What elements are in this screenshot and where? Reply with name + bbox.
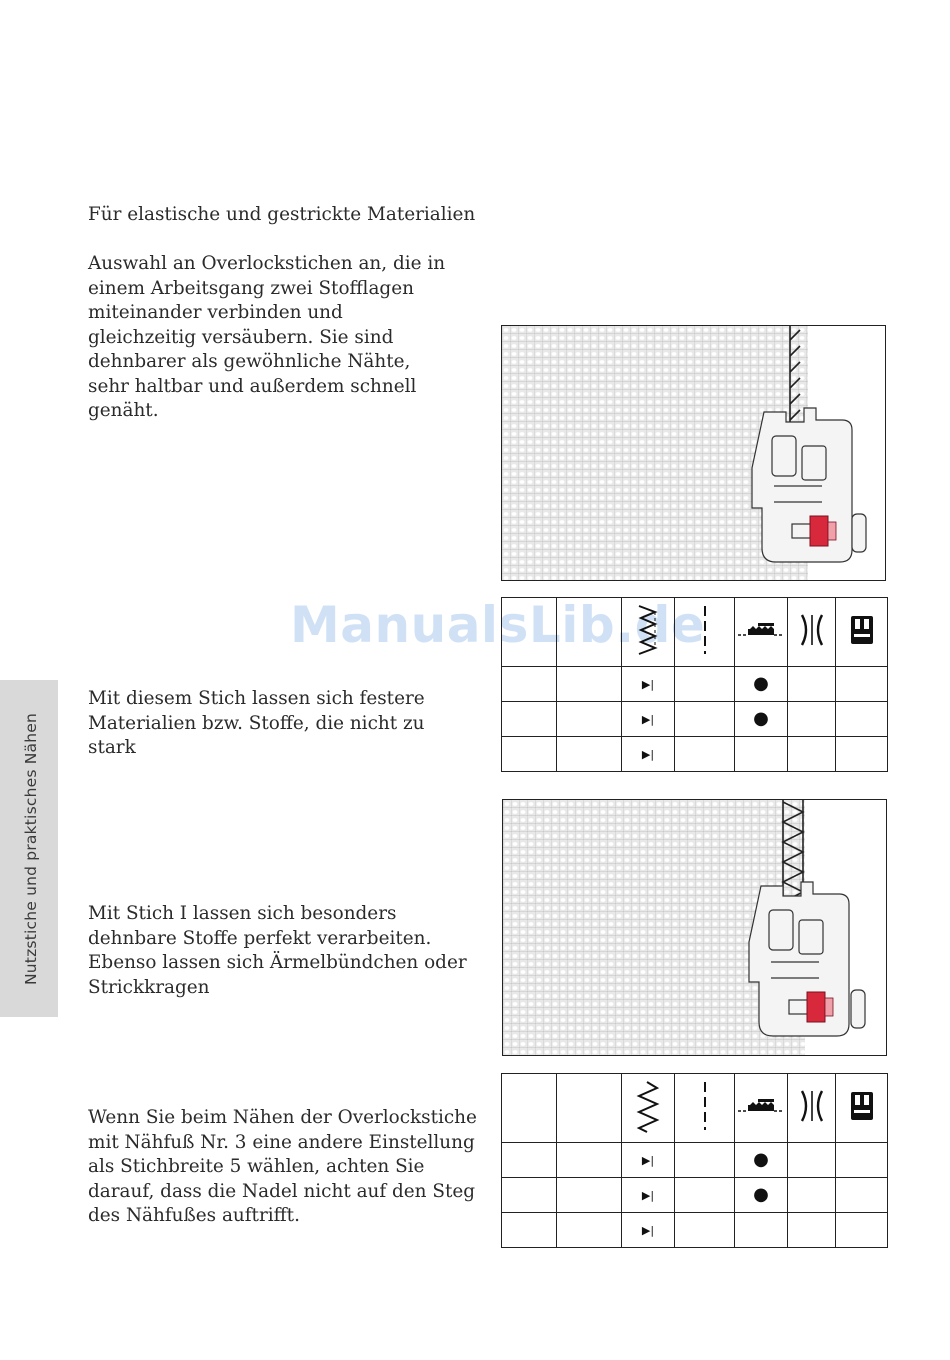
sidebar-label: Nutzstiche und praktisches Nähen xyxy=(22,712,40,986)
table-cell xyxy=(788,1213,836,1248)
table-cell xyxy=(557,1213,622,1248)
table-cell xyxy=(788,667,836,702)
table-cell xyxy=(557,1143,622,1178)
presser-foot-drawing-1 xyxy=(502,326,885,580)
dot-icon: ● xyxy=(735,1178,788,1213)
table-header-row xyxy=(502,598,888,667)
table-cell xyxy=(836,1143,888,1178)
play-end-icon: ▶| xyxy=(622,702,675,737)
overlock-illustration-2 xyxy=(502,799,887,1056)
header-blank-cell xyxy=(557,598,622,667)
table-cell xyxy=(557,702,622,737)
header-blank-cell xyxy=(557,1074,622,1143)
overlock-description: Auswahl an Overlockstichen an, die in einem Arbeitsgang zwei Stofflagen miteinander verbinden und gleichzeitig versäubern. Sie sind dehnbarer als gewöhnliche Nähte, sehr haltbar und außerdem schnell genäht. xyxy=(88,253,446,421)
play-end-icon: ▶| xyxy=(622,1213,675,1248)
table-cell xyxy=(675,1178,735,1213)
table-row xyxy=(502,1213,888,1248)
table-cell xyxy=(836,737,888,772)
table-cell xyxy=(675,702,735,737)
table-cell xyxy=(502,1213,557,1248)
table-cell xyxy=(788,702,836,737)
table-cell xyxy=(502,702,557,737)
table-cell xyxy=(675,1213,735,1248)
table-cell xyxy=(735,737,788,772)
stitch-i-text: Mit Stich I lassen sich besonders dehnbare Stoffe perfekt verarbeiten. Ebenso lassen sich Ärmelbündchen oder Strickkragen xyxy=(88,903,467,998)
stitch-width-note: Wenn Sie beim Nähen der Overlockstiche mit Nähfuß Nr. 3 eine andere Einstellung als Stichbreite 5 wählen, achten Sie darauf, dass die Nadel nicht auf den Steg des Nähfußes auftrifft. xyxy=(88,1107,477,1226)
presser-foot-icon xyxy=(836,598,888,667)
table-cell xyxy=(557,667,622,702)
table-cell xyxy=(675,737,735,772)
table-row xyxy=(502,667,888,702)
dot-icon: ● xyxy=(735,1143,788,1178)
stitch-width-icon xyxy=(788,1074,836,1143)
zigzag-overlock-stitch-icon xyxy=(622,1074,675,1143)
table-cell xyxy=(557,737,622,772)
play-end-icon: ▶| xyxy=(622,667,675,702)
table-row xyxy=(502,1178,888,1213)
overlock-illustration-1 xyxy=(501,325,886,581)
table-cell xyxy=(675,667,735,702)
header-blank-cell xyxy=(502,598,557,667)
table-cell xyxy=(836,1178,888,1213)
table-cell xyxy=(836,702,888,737)
dot-icon: ● xyxy=(735,702,788,737)
watermark: ManualsLib.de xyxy=(290,596,706,654)
intro-heading-text: Für elastische und gestrickte Materialien xyxy=(88,204,476,225)
play-end-icon: ▶| xyxy=(622,737,675,772)
presser-foot-drawing-2 xyxy=(503,800,886,1055)
table-cell xyxy=(836,667,888,702)
table-cell xyxy=(788,737,836,772)
table-row xyxy=(502,702,888,737)
table-cell xyxy=(836,1213,888,1248)
settings-table-1 xyxy=(501,597,888,772)
settings-table-2 xyxy=(501,1073,888,1248)
table-row xyxy=(502,737,888,772)
table-cell xyxy=(557,1178,622,1213)
table-cell xyxy=(502,737,557,772)
table-cell xyxy=(502,1143,557,1178)
table-cell xyxy=(735,1213,788,1248)
table-cell xyxy=(502,1178,557,1213)
play-end-icon: ▶| xyxy=(622,1178,675,1213)
table-cell xyxy=(675,1143,735,1178)
feed-dog-icon xyxy=(735,598,788,667)
overlock-stitch-icon xyxy=(622,598,675,667)
table-cell xyxy=(502,667,557,702)
table-cell xyxy=(788,1178,836,1213)
table-row xyxy=(502,1143,888,1178)
header-blank-cell xyxy=(502,1074,557,1143)
table-cell xyxy=(788,1143,836,1178)
straight-stitch-icon xyxy=(675,598,735,667)
stitch-width-icon xyxy=(788,598,836,667)
presser-foot-icon xyxy=(836,1074,888,1143)
stitch-firm-fabric-text: Mit diesem Stich lassen sich festere Materialien bzw. Stoffe, die nicht zu stark xyxy=(88,688,425,758)
feed-dog-icon xyxy=(735,1074,788,1143)
straight-stitch-icon xyxy=(675,1074,735,1143)
dot-icon: ● xyxy=(735,667,788,702)
table-header-row xyxy=(502,1074,888,1143)
play-end-icon: ▶| xyxy=(622,1143,675,1178)
